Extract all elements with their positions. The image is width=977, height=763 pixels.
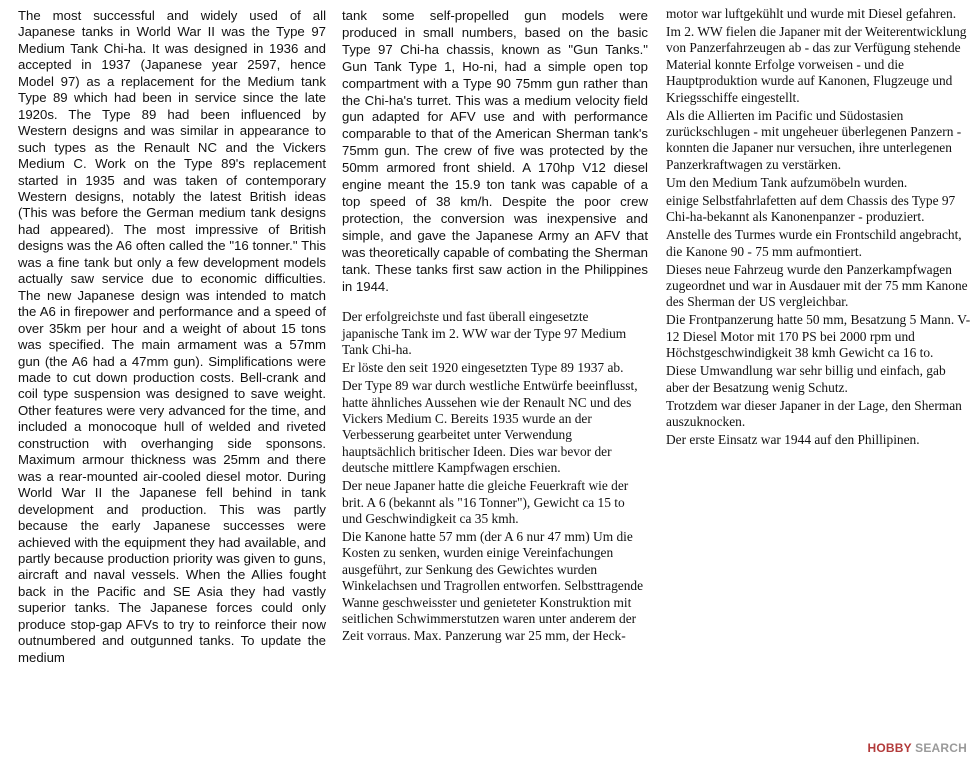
watermark-brand: HOBBY [867,741,912,755]
german-paragraph: Der neue Japaner hatte die gleiche Feuerkraft wie der brit. A 6 (bekannt als "16 Tonner"), Gewicht ca 15 to und Geschwindigkeit ca 35 kmh. [342,478,629,527]
german-paragraph: Der Type 89 war durch westliche Entwürfe beeinflusst, hatte ähnliches Aussehen wie der Renault NC und des Vickers Medium C. Bereits 1935 wurde an der Verbesserung gearbeitet unter Verwendung hauptsächlich britischer Ideen. Dies war bevor der deutsche mittlere Kampfwagen erschien. [342,378,638,476]
english-paragraph-continued: tank some self-propelled gun models were produced in small numbers, based on the basic Type 97 Chi-ha chassis, known as "Gun Tanks." Gun Tank Type 1, Ho-ni, had a simple open top compartment with a Type 90 75mm gun rather than the Chi-ha's turret. This was a medium velocity field gun adapted for AFV use and with performance comparable to that of the American Sherman tank's 75mm gun. The crew of five was protected by the 50mm armored front shield. A 170hp V12 diesel engine meant the 15.9 ton tank was capable of a top speed of 38 km/h. Despite the poor crew protection, the conversion was inexpensive and simple, and gave the Japanese Army an AFV that was theoretically capable of combating the Sherman tank. These tanks first saw action in the Philippines in 1944. [342,8,648,294]
german-paragraph: Um den Medium Tank aufzumöbeln wurden. [666,174,908,190]
german-paragraph: einige Selbstfahrlafetten auf dem Chassis des Type 97 Chi-ha-bekannt als Kanonenpanzer - produziert. [666,192,956,225]
german-paragraph: Als die Allierten im Pacific und Südostasien zurückschlugen - mit ungeheuer überlegenen Panzern - konnten die Japaner nur versuchen, ihre unterlegenen Panzerkraftwagen zu verstärken. [666,107,962,172]
german-paragraph: Im 2. WW fielen die Japaner mit der Weiterentwicklung von Panzerfahrzeugen ab - das zur Verfügung stehende Material konnte Erfolge vorweisen - und die Hauptproduktion wurde auf Kanonen, Flugzeuge und Kriegsschiffe eingestellt. [666,24,967,105]
german-text-block-2 [666,6,972,450]
german-paragraph: Der erfolgreichste und fast überall eingesetzte japanische Tank im 2. WW war der Type 97 Medium Tank Chi-ha. [342,309,627,358]
german-text-block-1 [342,309,648,644]
german-paragraph: Anstelle des Turmes wurde ein Frontschild angebracht, die Kanone 90 - 75 mm aufmontiert. [666,227,962,259]
column-2 [342,8,648,646]
german-paragraph: Die Frontpanzerung hatte 50 mm, Besatzung 5 Mann. V-12 Diesel Motor mit 170 PS bei 2000 rpm und Höchstgeschwindigkeit 38 kmh Gewicht ca 16 to. [666,312,971,361]
english-paragraph: The most successful and widely used of all Japanese tanks in World War II was the Type 97 Medium Tank Chi-ha. It was designed in 1936 and accepted in 1937 (Japanese year 2597, hence Model 97) as a replacement for the Medium tank Type 89 which had been in service since the late 1920s. The Type 89 had been influenced by Western designs and was similar in appearance to such types as the Renault NC and the Vickers Medium C. Work on the Type 89's replacement started in 1935 and was taken of contemporary Western designs, notably the latest British ideas (This was before the German medium tank designs had appeared). The most impressive of British designs was the A6 often called the "16 tonner." This was a fine tank but only a few development models actually saw service due to economic difficulties. The new Japanese design was intended to match the A6 in firepower and performance and a speed of over 35km per hour and a weight of about 15 tons was specified. The main armament was a 57mm gun (the A6 had a 47mm gun). Simplifications were made to cut down production costs. Bell-crank and coil type suspension was designed to save weight. Other features were very advanced for the time, and included a monocoque hull of welded and riveted construction with overhanging side sponsons. Maximum armour thickness was 25mm and there was a rear-mounted air-cooled diesel motor. During World War II the Japanese fell behind in tank development and production. This was partly because the early Japanese successes were achieved with the equipment they had available, and partly because production priority was given to guns, aircraft and naval vessels. When the Allies fought back in the Pacific and SE Asia they had vastly superior tanks. The Japanese forces could only produce stop-gap AFVs to try to reinforce their now outnumbered and outgunned tanks. To update the medium [18,8,326,665]
german-paragraph: Er löste den seit 1920 eingesetzten Type 89 1937 ab. [342,360,624,376]
english-column-1 [18,8,326,666]
german-paragraph: motor war luftgekühlt und wurde mit Diesel gefahren. [666,6,957,21]
german-paragraph: Trotzdem war dieser Japaner in der Lage, den Sherman auszuknocken. [666,397,962,430]
german-paragraph: Der erste Einsatz war 1944 auf den Phillipinen. [666,432,920,448]
watermark-suffix: SEARCH [911,741,967,755]
german-paragraph: Diese Umwandlung war sehr billig und einfach, gab aber der Besatzung wenig Schutz. [666,363,946,395]
german-paragraph: Dieses neue Fahrzeug wurde den Panzerkampfwagen zugeordnet und war in Ausdauer mit der 75 mm Kanone des Sherman der US vergleichbar. [666,261,968,310]
german-paragraph: Die Kanone hatte 57 mm (der A 6 nur 47 mm) Um die Kosten zu senken, wurden einige Vereinfachungen ausgeführt, zur Senkung des Gewichtes wurden Winkelachsen und Tragrollen entworfen. Selbsttragende Wanne geschweisster und genieteter Konstruktion mit seitlichen Schwimmerstutzen waren unter anderem der Zeit vorraus. Max. Panzerung war 25 mm, der Heck- [342,529,644,643]
hobby-search-watermark [867,741,967,755]
